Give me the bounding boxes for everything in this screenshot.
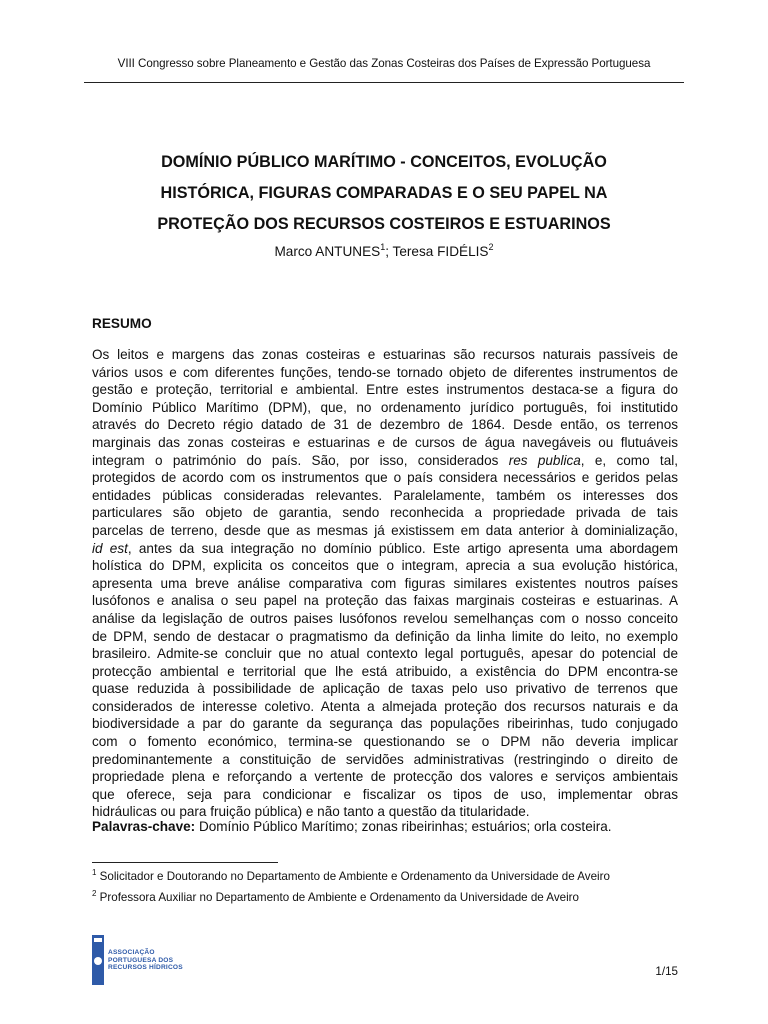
abstract-body: [92, 346, 678, 821]
footnote-2-text: Professora Auxiliar no Departamento de Ambiente e Ordenamento da Universidade de Aveiro: [96, 891, 579, 904]
abstract-line: análise da legislação de outros paises lusófonos revelou semelhanças com o nosso conceito: [92, 610, 678, 626]
abstract-line: predominantemente a constituição de servidões administrativas (restringindo o direito de: [92, 751, 678, 767]
footnote-2-mark: 2: [92, 889, 97, 898]
abstract-line: protecção ambiental e territorial que lhe está atribuido, a existência do DPM encontra-se: [92, 663, 678, 679]
author-2: Teresa FIDÉLIS: [392, 244, 489, 259]
footnote-rule: [92, 862, 278, 863]
abstract-text: integram o património do país. São, por isso, considerados: [92, 452, 509, 468]
author-1: Marco ANTUNES: [274, 244, 381, 259]
abstract-line: particulares são objeto de garantia, sendo reconhecida a propriedade privada de tais: [92, 505, 678, 521]
abstract-line: propriedade plena e reforçando a vertente de protecção dos valores e serviços ambientais: [92, 769, 678, 785]
abstract-italic-res-publica: res publica: [508, 452, 581, 468]
page-number: 1/15: [655, 965, 678, 978]
abstract-line: com o fomento económico, termina-se questionando se o DPM não deveria implicar: [92, 734, 678, 750]
abstract-text: , antes da sua integração no domínio público. Este artigo apresenta uma abordagem: [127, 540, 678, 556]
paper-title: [84, 147, 684, 240]
abstract-line: apresenta uma breve análise comparativa com figuras similares existentes noutros países: [92, 575, 678, 591]
abstract-line: quase reduzida à possibilidade de aplicação de taxas pelo uso privativo de terrenos que: [92, 681, 678, 697]
logo-line-3: RECURSOS HÍDRICOS: [108, 964, 183, 972]
abstract-line: gestão e proteção, territorial e ambiental. Entre estes instrumentos destaca-se a figura do: [92, 382, 678, 398]
footnote-1-text: Solicitador e Doutorando no Departamento de Ambiente e Ordenamento da Universidade de Aveiro: [96, 870, 610, 883]
logo-text: [108, 949, 183, 972]
abstract-line-mixed: [92, 452, 678, 470]
keywords: [92, 819, 678, 834]
logo-mark: [94, 938, 102, 942]
running-header: VIII Congresso sobre Planeamento e Gestão das Zonas Costeiras dos Países de Expressão Portuguesa: [117, 57, 651, 70]
abstract-line: que oferece, seja para condicionar e fiscalizar os tipos de uso, implementar obras: [92, 786, 678, 802]
abstract-line: de DPM, sendo de destacar o pragmatismo da definição da linha limite do leito, no exemplo: [92, 628, 678, 644]
author-2-affiliation-mark: 2: [488, 242, 494, 252]
header-rule: [84, 82, 684, 83]
title-line-3: PROTEÇÃO DOS RECURSOS COSTEIROS E ESTUARINOS: [157, 215, 611, 233]
footnote-2: [92, 891, 579, 904]
logo-line-1: ASSOCIAÇÃO: [108, 949, 155, 956]
title-line-2: HISTÓRICA, FIGURAS COMPARADAS E O SEU PAPEL NA: [160, 184, 608, 202]
author-list: [84, 244, 684, 259]
abstract-line: hidráulicas ou para fruição pública) e não tanto a questão da titularidade.: [92, 804, 530, 820]
logo-drop: [94, 957, 102, 965]
abstract-italic-id-est: id est: [92, 540, 128, 556]
title-line-1: DOMÍNIO PÚBLICO MARÍTIMO - CONCEITOS, EVOLUÇÃO: [161, 153, 607, 171]
author-separator: ;: [385, 244, 393, 259]
abstract-line: brasileiro. Admite-se concluir que no atual contexto legal português, apesar do potencial de: [92, 646, 678, 662]
footnote-1: [92, 870, 610, 883]
keywords-text: Domínio Público Marítimo; zonas ribeirinhas; estuários; orla costeira.: [195, 819, 612, 834]
abstract-line: marginais das zonas costeiras e estuarinas e de cursos de água navegáveis ou flutuáveis: [92, 434, 678, 450]
footnote-1-mark: 1: [92, 868, 97, 877]
abstract-line: considerados de interesse coletivo. Atenta a almejada proteção dos recursos naturais e da: [92, 698, 678, 714]
abstract-line: lusófonos e analisa o seu papel na proteção das faixas marginais costeiras e estuarinas. A: [92, 593, 678, 609]
keywords-label: Palavras-chave:: [92, 819, 196, 834]
abstract-line: através do Decreto régio datado de 31 de dezembro de 1864. Desde então, os terrenos: [92, 417, 678, 433]
abstract-heading: RESUMO: [92, 316, 152, 331]
abstract-line-mixed: [92, 540, 678, 558]
abstract-line: Domínio Público Marítimo (DPM), que, no ordenamento jurídico português, foi institutido: [92, 399, 678, 415]
abstract-line: holística do DPM, explicita os conceitos que o integram, aprecia a sua evolução histórica,: [92, 558, 678, 574]
abstract-line: vários usos e com diferentes funções, tendo-se tornado objeto de diferentes instrumentos de: [92, 364, 678, 380]
abstract-line: protegidos de acordo com os instrumentos que o país considera necessários e geridos pelas: [92, 470, 678, 486]
author-1-affiliation-mark: 1: [380, 242, 386, 252]
abstract-line: biodiversidade a par do garante da segurança das populações ribeirinhas, tudo conjugado: [92, 716, 678, 732]
logo-line-2: PORTUGUESA DOS: [108, 956, 174, 964]
abstract-line: entidades públicas consideradas relevantes. Paralelamente, também os interesses dos: [92, 487, 678, 503]
abstract-line: Os leitos e margens das zonas costeiras e estuarinas são recursos naturais passíveis de: [92, 347, 678, 362]
abstract-line: parcelas de terreno, desde que as mesmas já existissem em data anterior à dominialização,: [92, 522, 678, 538]
abstract-text: , e, como tal,: [580, 452, 679, 468]
